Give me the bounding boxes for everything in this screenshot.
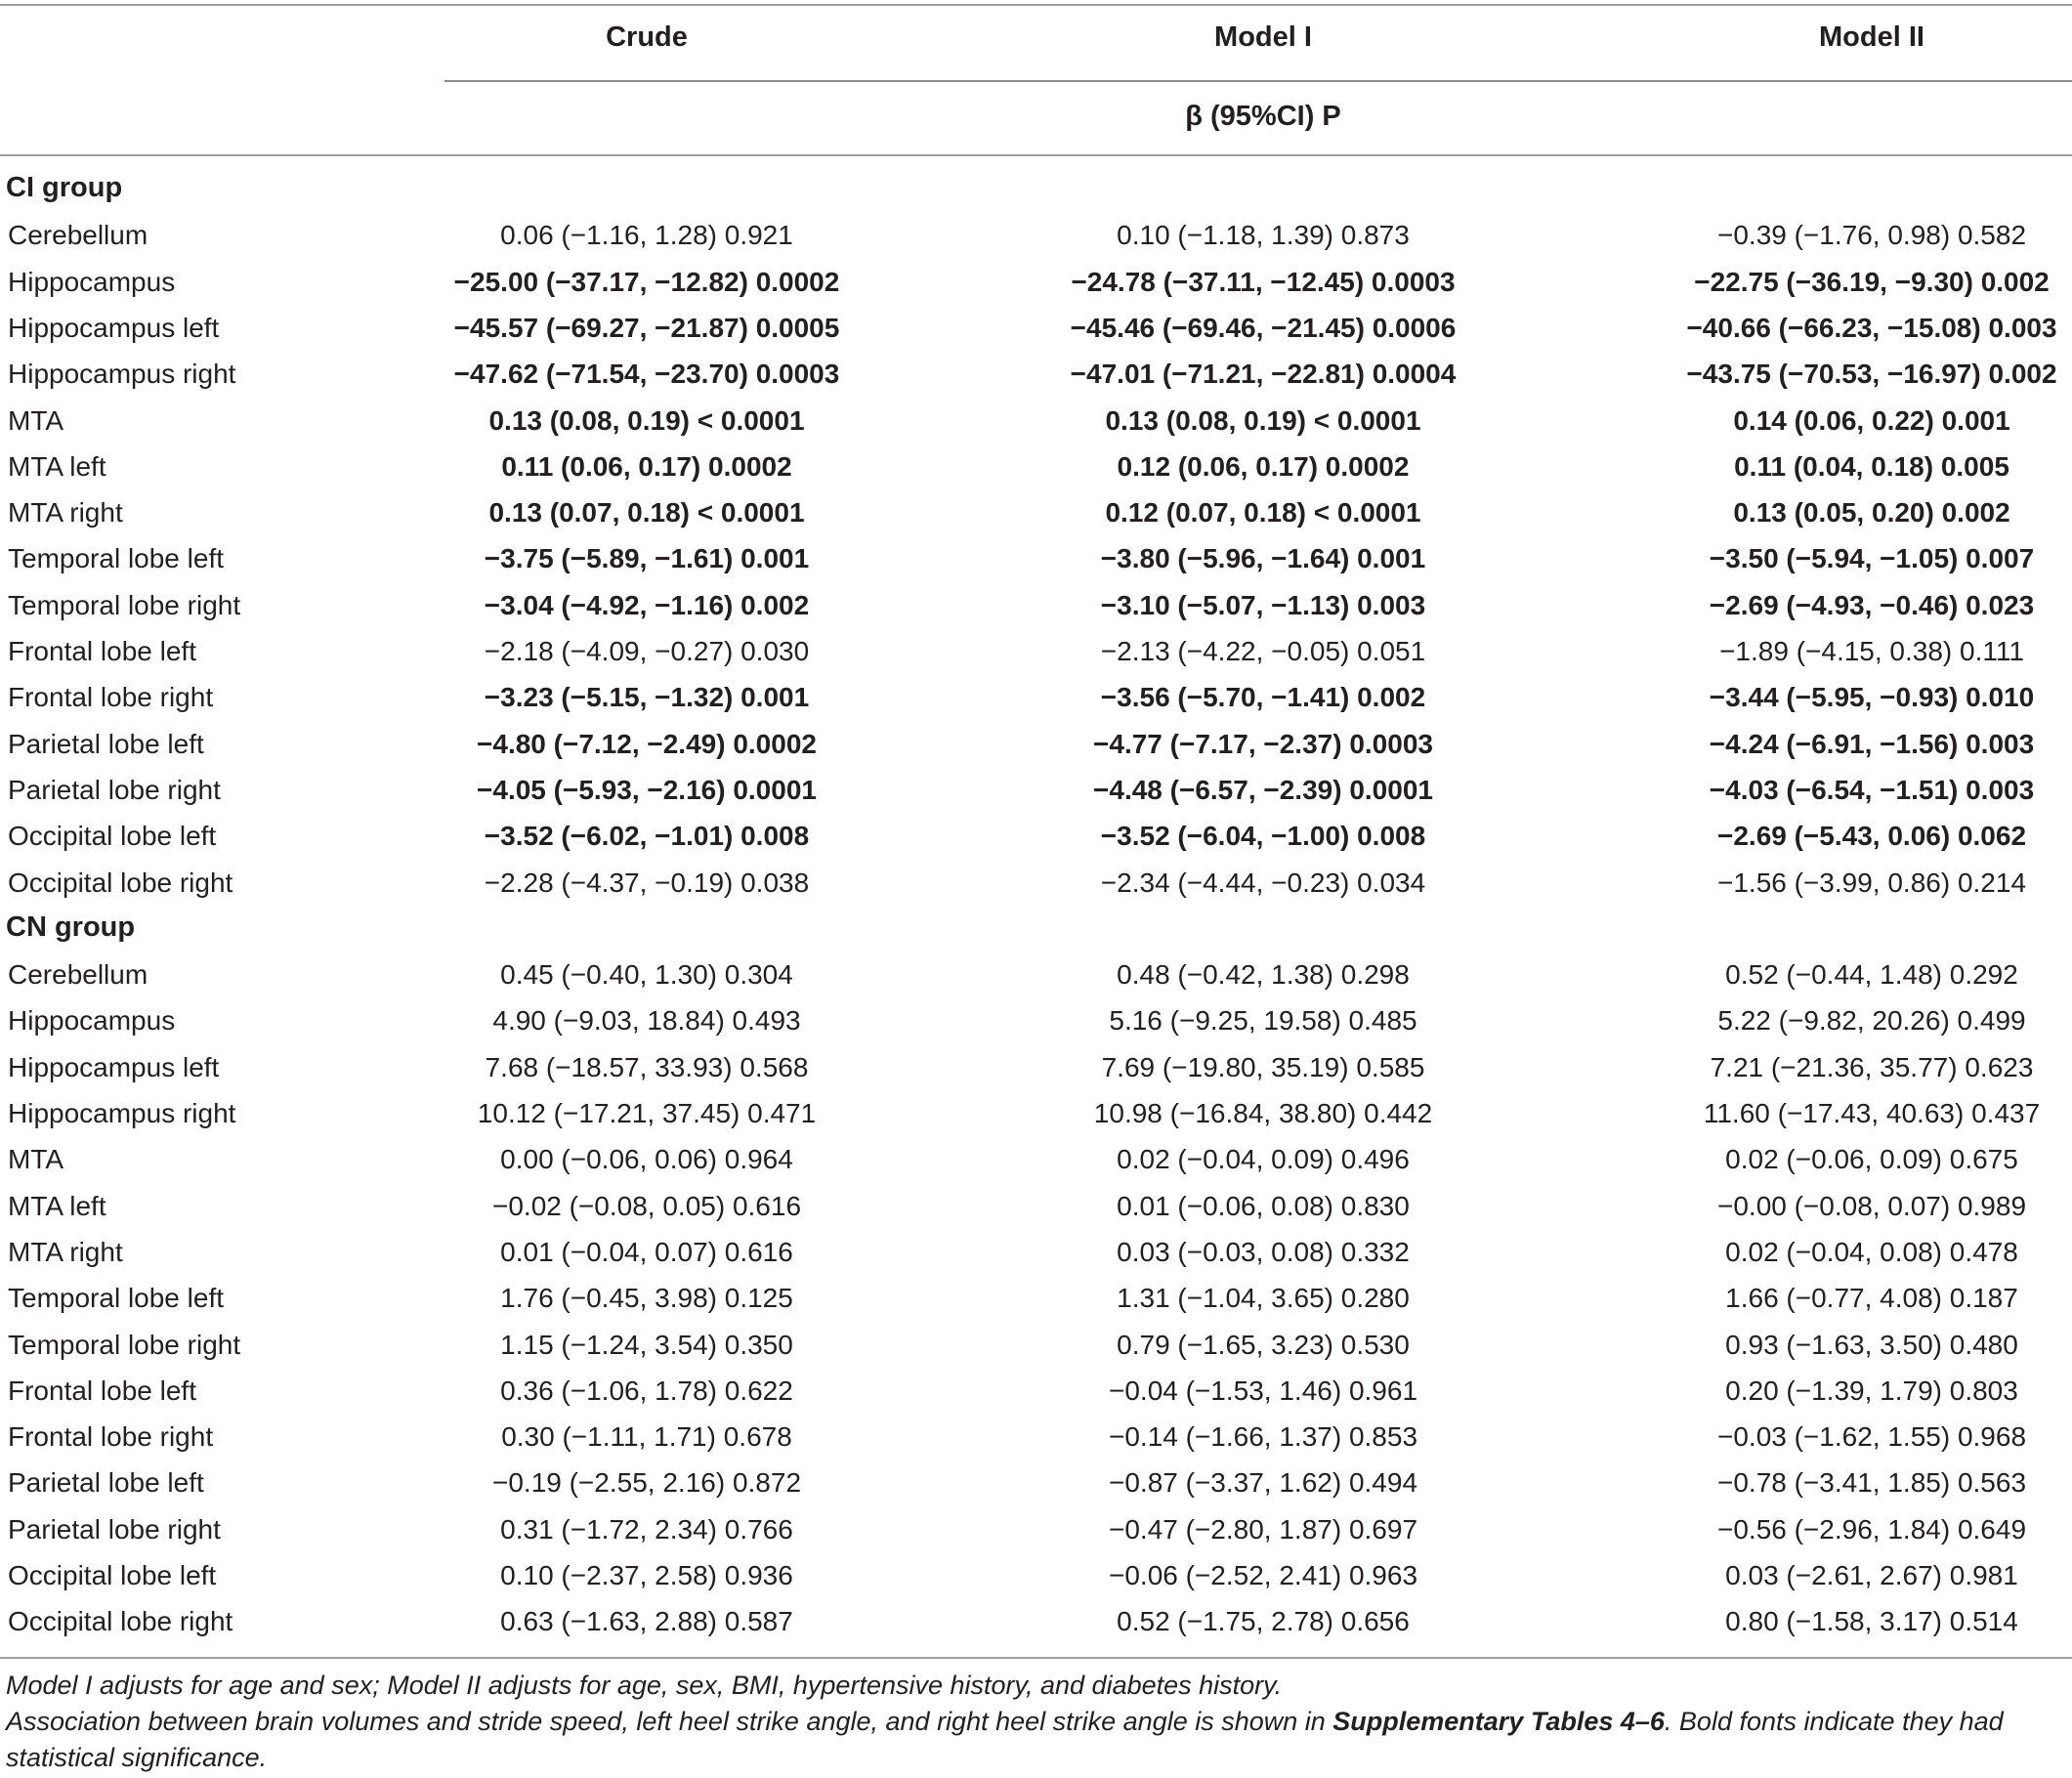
table-row — [0, 1144, 2072, 1190]
table-row — [0, 1467, 2072, 1513]
table-cell: −0.04 (−1.53, 1.46) 0.961 — [1108, 1375, 1418, 1406]
table-row — [0, 543, 2072, 589]
table-row — [0, 497, 2072, 543]
table-row — [0, 1514, 2072, 1560]
row-label: MTA left — [8, 1190, 106, 1221]
row-label: MTA — [8, 404, 64, 436]
table-cell: −4.77 (−7.17, −2.37) 0.0003 — [1093, 728, 1433, 759]
table-cell: −0.06 (−2.52, 2.41) 0.963 — [1108, 1560, 1418, 1590]
table-top-rule — [0, 4, 2072, 6]
table-bottom-rule — [0, 1657, 2072, 1659]
table-cell: −3.04 (−4.92, −1.16) 0.002 — [484, 589, 810, 620]
table-cell: 4.90 (−9.03, 18.84) 0.493 — [492, 1005, 801, 1037]
footnote-association — [6, 1704, 2067, 1776]
supplementary-tables-ref: Supplementary Tables 4–6 — [1332, 1707, 1665, 1736]
table-cell: −40.66 (−66.23, −15.08) 0.003 — [1686, 312, 2057, 343]
table-row — [0, 682, 2072, 728]
table-row — [0, 959, 2072, 1005]
table-cell: 0.13 (0.08, 0.19) < 0.0001 — [1105, 404, 1421, 436]
table-cell: 0.11 (0.06, 0.17) 0.0002 — [501, 450, 792, 482]
table-footnotes — [6, 1668, 2067, 1776]
row-label: Occipital lobe left — [8, 821, 217, 852]
table-cell: −3.52 (−6.04, −1.00) 0.008 — [1100, 821, 1426, 852]
table-cell: −1.89 (−4.15, 0.38) 0.111 — [1719, 636, 2024, 666]
table-cell: −0.00 (−0.08, 0.07) 0.989 — [1716, 1190, 2027, 1221]
table-cell: 10.12 (−17.21, 37.45) 0.471 — [477, 1098, 817, 1128]
header-bottom-rule — [0, 154, 2072, 156]
table-cell: −2.69 (−5.43, 0.06) 0.062 — [1716, 821, 2027, 852]
table-cell: 0.13 (0.05, 0.20) 0.002 — [1733, 497, 2010, 529]
table-row — [0, 405, 2072, 451]
table-row — [0, 1098, 2072, 1144]
row-label: Hippocampus right — [8, 1098, 236, 1128]
table-cell: 7.68 (−18.57, 33.93) 0.568 — [485, 1051, 809, 1082]
table-cell: 0.63 (−1.63, 2.88) 0.587 — [500, 1606, 793, 1637]
table-cell: −0.56 (−2.96, 1.84) 0.649 — [1716, 1513, 2027, 1545]
row-label: Hippocampus — [8, 1005, 176, 1037]
table-cell: −4.05 (−5.93, −2.16) 0.0001 — [477, 774, 817, 805]
table-cell: 0.80 (−1.58, 3.17) 0.514 — [1725, 1606, 2018, 1637]
table-cell: −4.48 (−6.57, −2.39) 0.0001 — [1093, 774, 1433, 805]
table-cell: 0.12 (0.06, 0.17) 0.0002 — [1117, 450, 1410, 482]
table-cell: 0.10 (−2.37, 2.58) 0.936 — [500, 1560, 793, 1590]
table-cell: −2.18 (−4.09, −0.27) 0.030 — [484, 636, 810, 666]
row-label: Frontal lobe right — [8, 682, 214, 713]
table-row — [0, 821, 2072, 867]
table-cell: 0.02 (−0.06, 0.09) 0.675 — [1725, 1144, 2018, 1175]
table-cell: 1.66 (−0.77, 4.08) 0.187 — [1725, 1283, 2018, 1314]
table-cell: −0.14 (−1.66, 1.37) 0.853 — [1108, 1421, 1418, 1453]
table-row — [0, 729, 2072, 775]
table-cell: −3.10 (−5.07, −1.13) 0.003 — [1100, 589, 1426, 620]
table-cell: 0.52 (−1.75, 2.78) 0.656 — [1117, 1606, 1410, 1637]
table-cell: −3.50 (−5.94, −1.05) 0.007 — [1709, 543, 2035, 574]
table-cell: −22.75 (−36.19, −9.30) 0.002 — [1694, 266, 2050, 297]
table-cell: 0.02 (−0.04, 0.08) 0.478 — [1725, 1236, 2018, 1267]
table-cell: 0.06 (−1.16, 1.28) 0.921 — [500, 220, 793, 251]
footnote-text: Association between brain volumes and stride speed, left heel strike angle, and right heel strike angle is shown in — [6, 1707, 1333, 1736]
row-label: Parietal lobe right — [8, 774, 221, 805]
row-label: Occipital lobe left — [8, 1560, 217, 1590]
table-cell: 0.45 (−0.40, 1.30) 0.304 — [500, 959, 793, 991]
row-label: Parietal lobe right — [8, 1513, 221, 1545]
row-label: Temporal lobe left — [8, 543, 225, 574]
table-row — [0, 1237, 2072, 1283]
table-cell: 0.31 (−1.72, 2.34) 0.766 — [500, 1513, 793, 1545]
column-header-crude: Crude — [606, 21, 688, 53]
table-cell: −0.87 (−3.37, 1.62) 0.494 — [1108, 1467, 1418, 1499]
table-row — [0, 868, 2072, 913]
table-cell: 0.00 (−0.06, 0.06) 0.964 — [500, 1144, 793, 1175]
table-cell: −47.62 (−71.54, −23.70) 0.0003 — [453, 359, 840, 390]
row-label: MTA right — [8, 497, 123, 529]
table-cell: 0.79 (−1.65, 3.23) 0.530 — [1117, 1329, 1410, 1360]
row-label: Occipital lobe right — [8, 1606, 233, 1637]
table-cell: 1.31 (−1.04, 3.65) 0.280 — [1117, 1283, 1410, 1314]
table-row — [0, 359, 2072, 404]
table-cell: −4.03 (−6.54, −1.51) 0.003 — [1709, 774, 2035, 805]
table-row — [0, 1606, 2072, 1652]
table-cell: −45.57 (−69.27, −21.87) 0.0005 — [453, 312, 840, 343]
table-cell: 0.03 (−2.61, 2.67) 0.981 — [1725, 1560, 2018, 1590]
table-cell: −0.19 (−2.55, 2.16) 0.872 — [491, 1467, 802, 1499]
table-row — [0, 1191, 2072, 1237]
row-label: Parietal lobe left — [8, 728, 204, 759]
table-cell: −2.28 (−4.37, −0.19) 0.038 — [484, 867, 810, 898]
table-cell: 0.36 (−1.06, 1.78) 0.622 — [500, 1375, 793, 1406]
row-label: MTA — [8, 1144, 64, 1175]
table-cell: 1.76 (−0.45, 3.98) 0.125 — [500, 1283, 793, 1314]
table-row — [0, 636, 2072, 682]
table-row — [0, 1330, 2072, 1376]
beta-ci-p-header: β (95%CI) P — [1185, 101, 1341, 132]
table-cell: 7.21 (−21.36, 35.77) 0.623 — [1710, 1051, 2034, 1082]
table-row — [0, 1376, 2072, 1421]
table-cell: −0.47 (−2.80, 1.87) 0.697 — [1108, 1513, 1418, 1545]
row-label: Frontal lobe left — [8, 1375, 196, 1406]
table-cell: −2.13 (−4.22, −0.05) 0.051 — [1100, 636, 1426, 666]
header-sub-rule — [444, 80, 2072, 82]
row-label: MTA left — [8, 450, 106, 482]
table-cell: 0.03 (−0.03, 0.08) 0.332 — [1117, 1236, 1410, 1267]
row-label: Hippocampus right — [8, 359, 236, 390]
row-label: Occipital lobe right — [8, 867, 233, 898]
row-label: Cerebellum — [8, 959, 148, 991]
table-cell: −2.69 (−4.93, −0.46) 0.023 — [1709, 589, 2035, 620]
table-cell: −0.78 (−3.41, 1.85) 0.563 — [1716, 1467, 2027, 1499]
table-cell: −0.39 (−1.76, 0.98) 0.582 — [1716, 220, 2027, 251]
table-cell: 0.30 (−1.11, 1.71) 0.678 — [501, 1421, 792, 1453]
row-label: Hippocampus left — [8, 1051, 220, 1082]
table-row — [0, 1052, 2072, 1098]
table-cell: −4.24 (−6.91, −1.56) 0.003 — [1709, 728, 2035, 759]
table-cell: −3.56 (−5.70, −1.41) 0.002 — [1100, 682, 1426, 713]
table-row — [0, 1005, 2072, 1051]
row-label: Frontal lobe right — [8, 1421, 214, 1453]
table-row — [0, 1421, 2072, 1467]
table-cell: 0.02 (−0.04, 0.09) 0.496 — [1117, 1144, 1410, 1175]
table-row — [0, 267, 2072, 313]
table-cell: −43.75 (−70.53, −16.97) 0.002 — [1686, 359, 2057, 390]
table-cell: 0.13 (0.07, 0.18) < 0.0001 — [488, 497, 805, 529]
footnote-text: . Bold fonts indicate they had statistical significance. — [6, 1707, 2004, 1772]
table-cell: 0.11 (0.04, 0.18) 0.005 — [1734, 450, 2009, 482]
row-label: Hippocampus — [8, 266, 176, 297]
row-label: Temporal lobe left — [8, 1283, 225, 1314]
table-row — [0, 590, 2072, 636]
table-cell: 0.13 (0.08, 0.19) < 0.0001 — [488, 404, 805, 436]
table-cell: −0.03 (−1.62, 1.55) 0.968 — [1716, 1421, 2027, 1453]
table-cell: 0.20 (−1.39, 1.79) 0.803 — [1725, 1375, 2018, 1406]
table-cell: −2.34 (−4.44, −0.23) 0.034 — [1100, 867, 1426, 898]
table-cell: −45.46 (−69.46, −21.45) 0.0006 — [1070, 312, 1457, 343]
column-header-model-ii: Model II — [1819, 21, 1924, 53]
footnote-models: Model I adjusts for age and sex; Model II adjusts for age, sex, BMI, hypertensive history, and diabetes history. — [6, 1671, 1283, 1700]
row-label: MTA right — [8, 1236, 123, 1267]
table-row — [0, 1283, 2072, 1329]
table-cell: 0.52 (−0.44, 1.48) 0.292 — [1725, 959, 2018, 991]
table-cell: −0.02 (−0.08, 0.05) 0.616 — [491, 1190, 802, 1221]
table-cell: 0.14 (0.06, 0.22) 0.001 — [1733, 404, 2010, 436]
row-label: Temporal lobe right — [8, 589, 241, 620]
table-cell: −3.75 (−5.89, −1.61) 0.001 — [484, 543, 810, 574]
row-label: Temporal lobe right — [8, 1329, 241, 1360]
table-cell: 0.12 (0.07, 0.18) < 0.0001 — [1105, 497, 1421, 529]
row-label: Cerebellum — [8, 220, 148, 251]
row-label: Frontal lobe left — [8, 636, 196, 666]
table-cell: 11.60 (−17.43, 40.63) 0.437 — [1703, 1098, 2041, 1128]
table-row — [0, 775, 2072, 821]
table-cell: −4.80 (−7.12, −2.49) 0.0002 — [477, 728, 817, 759]
row-label: Hippocampus left — [8, 312, 220, 343]
table-cell: −3.52 (−6.02, −1.01) 0.008 — [484, 821, 810, 852]
table-cell: 0.01 (−0.04, 0.07) 0.616 — [500, 1236, 793, 1267]
table-cell: −1.56 (−3.99, 0.86) 0.214 — [1716, 867, 2027, 898]
table-cell: −3.23 (−5.15, −1.32) 0.001 — [484, 682, 810, 713]
table-cell: 0.48 (−0.42, 1.38) 0.298 — [1117, 959, 1410, 991]
table-cell: 5.16 (−9.25, 19.58) 0.485 — [1109, 1005, 1417, 1037]
table-cell: 0.01 (−0.06, 0.08) 0.830 — [1117, 1190, 1410, 1221]
table-row — [0, 451, 2072, 497]
table-row — [0, 313, 2072, 359]
table-cell: 0.10 (−1.18, 1.39) 0.873 — [1117, 220, 1410, 251]
table-cell: −25.00 (−37.17, −12.82) 0.0002 — [453, 266, 840, 297]
table-row — [0, 1560, 2072, 1606]
table-cell: −24.78 (−37.11, −12.45) 0.0003 — [1071, 266, 1456, 297]
table-cell: −47.01 (−71.21, −22.81) 0.0004 — [1070, 359, 1457, 390]
group-header: CN group — [6, 910, 136, 943]
table-cell: 7.69 (−19.80, 35.19) 0.585 — [1101, 1051, 1425, 1082]
table-cell: 10.98 (−16.84, 38.80) 0.442 — [1093, 1098, 1433, 1128]
column-header-model-i: Model I — [1214, 21, 1312, 53]
table-cell: −3.44 (−5.95, −0.93) 0.010 — [1709, 682, 2035, 713]
table-cell: −3.80 (−5.96, −1.64) 0.001 — [1100, 543, 1426, 574]
table-cell: 0.93 (−1.63, 3.50) 0.480 — [1725, 1329, 2018, 1360]
group-header: CI group — [6, 172, 123, 203]
row-label: Parietal lobe left — [8, 1467, 204, 1499]
table-cell: 5.22 (−9.82, 20.26) 0.499 — [1717, 1005, 2026, 1037]
table-row — [0, 220, 2072, 266]
table-cell: 1.15 (−1.24, 3.54) 0.350 — [500, 1329, 793, 1360]
